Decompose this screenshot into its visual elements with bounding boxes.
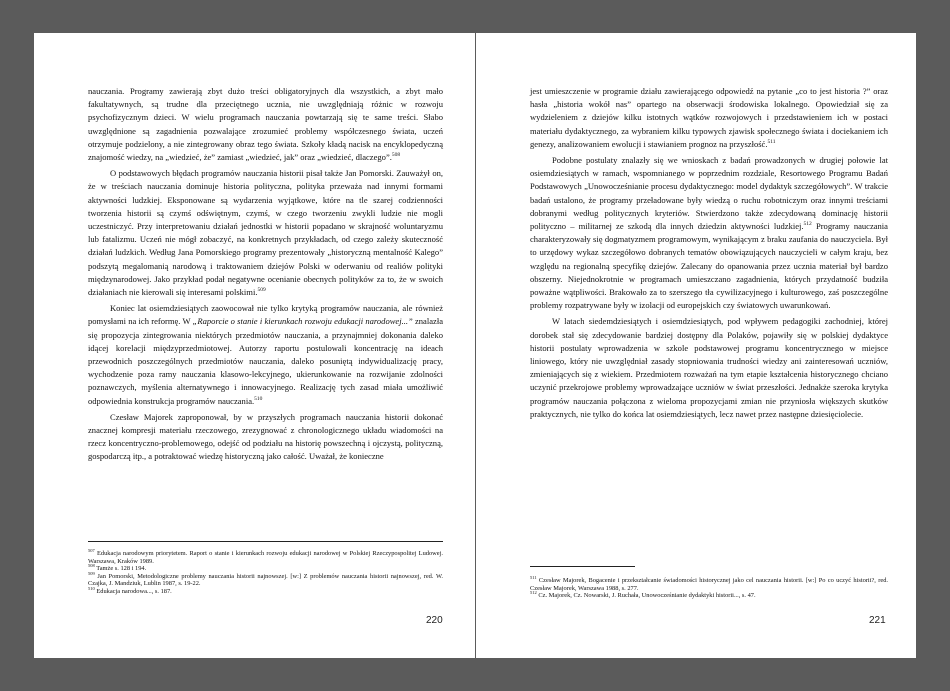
- footnote: $^{510}$ Edukacja narodowa..., s. 187.: [88, 585, 172, 595]
- footnote: $^{509}$ Jan Pomorski, Metodologiczne problemy nauczania historii najnowszej. [w:] Z problemów nauczania historii najnowszej, red. W. Czajka, J. Mandziuk, Lublin 1987, s. 19-22.: [88, 570, 443, 588]
- paragraph: jest umieszczenie w programie działu zawierającego odpowiedź na pytanie „co to jest historia ?” oraz hasła „historia wokół nas” opartego na obserwacji środowiska lokalnego. Opowiedział się za wydzieleniem z dziejów kilku istotnych wątków rozwojowych i przedstawieniem ich w postaci materiału dydaktycznego, za wybraniem kilku typowych zjawisk społecznego świata i dociekaniem ich genezy, analizowaniem ewolucji i stawianiem prognoz na przyszłość.$^{511}$: [530, 86, 888, 149]
- page-number: 221: [869, 615, 886, 626]
- footnote-ref[interactable]: 511: [767, 138, 776, 145]
- page-left: [34, 33, 475, 658]
- paragraph: Czesław Majorek zaproponował, by w przyszłych programach nauczania historii dokonać znacznej kompresji materiału rzeczowego, zrezygnować z chronologicznego układu wiadomości na rzecz koncentryczno-problemowego, odejść od podziału na historię powszechną i ojczystą, polityczną, gospodarczą itp., a potraktować wiedzę historyczną jako całość. Uważał, że konieczne: [88, 411, 443, 462]
- paragraph: nauczania. Programy zawierają zbyt dużo treści obligatoryjnych dla wszystkich, a zbyt mało fakultatywnych, są trudne dla przeciętnego ucznia, nie uwzględniają różnic w rozwoju psychofizycznym dzieci. W wielu programach nauczania powtarzają się te same treści. Słabo uwzględnione są zagadnienia pozwalające zrozumieć problemy współczesnego świata, uczeń otrzymuje podzielony, a nie zintegrowany obraz tego świata. Szkoły kładą nacisk na encyklopedyczną znajomość wiedzy, na „wiedzieć, że” zamiast „wiedzieć, jak” oraz „wiedzieć, dlaczego”.$^{508}$: [88, 86, 443, 163]
- paragraph: Koniec lat osiemdziesiątych zaowocował nie tylko krytyką programów nauczania, ale również pomysłami na ich reformę. W „Raporcie o stanie i kierunkach rozwoju edukacji narodowej...” znalazła się propozycja zintegrowania niektórych przedmiotów nauczania, a przynajmniej dokonania daleko idącej korelacji międzyprzedmiotowej. Autorzy raportu postulowali koncentrację na ideach przewodnich poszczególnych przedmiotów nauczania, daleko posuniętą indywidualizację pracy, wychodzenie poza ramy nauczania klasowo-lekcyjnego, ukierunkowanie na rozwijanie zdolności poznawczych, myślenia alternatywnego i innowacyjnego. Realizację tych zasad miała umożliwić odpowiednia konstrukcja programów nauczania.$^{510}$: [88, 303, 443, 406]
- footnote-divider: [88, 541, 443, 542]
- page-body: [88, 85, 443, 464]
- report-title-italic: „Raporcie o stanie i kierunkach rozwoju edukacji narodowej...”: [192, 316, 413, 327]
- footnote-ref[interactable]: 508: [391, 152, 401, 159]
- footnote-ref[interactable]: 512: [803, 221, 812, 228]
- footnote-ref[interactable]: 509: [257, 287, 266, 294]
- footnote: $^{508}$ Tamże s. 128 i 194.: [88, 563, 147, 573]
- paragraph: O podstawowych błędach programów nauczania historii pisał także Jan Pomorski. Zauważył on, że w treściach nauczania dominuje historia polityczna, polityka przeważa nad innymi formami aktywności ludzkiej. Eksponowane są wydarzenia wyjątkowe, które na tle szarej codzienności tworzenia historii są czymś odświętnym, czymś, w czego tworzeniu zwykli ludzie nie mogli uczestniczyć. Przy interpretowaniu działań jednostki w historii popadano w skrajność woluntaryzmu lub fatalizmu. Uczeń nie mógł zobaczyć, na konkretnych przykładach, od czego zależy skuteczność działań ludzkich. Według Jana Pomorskiego programy prezentowały „historyczną mentalność Kalego” podszytą megalomanią narodową i traktowaniem dziejów Polski w oderwaniu od realiów polityki międzynarodowej. Jako przykład podał negatywne ocenianie obecnych polityków za to, że w swoich działaniach nie kierowali się interesami polskimi.$^{509}$: [88, 168, 443, 298]
- page-body: [530, 85, 888, 421]
- footnote: $^{507}$ Edukacja narodowym priorytetem. Raport o stanie i kierunkach rozwoju edukacji narodowej w Polskiej Rzeczypospolitej Ludowej. Warszawa, Kraków 1989.: [88, 548, 443, 565]
- page-right: [476, 33, 916, 658]
- footnotes: [88, 550, 443, 596]
- paragraph: W latach siedemdziesiątych i osiemdziesiątych, pod wpływem pedagogiki zachodniej, której dorobek stał się zdecydowanie bardziej dostępny dla Polaków, pojawiły się w polskiej dydaktyce historii postulaty wprowadzenia w szkole podstawowej programu koncentrycznego w miejsce liniowego, który nie uwzględniał zasady stopniowania trudności wiedzy ani zainteresowań uczniów, zmieniających się z wiekiem. Przedmiotem rozważań na tym etapie kształcenia historycznego chciano uczynić przekrojowe problemy wprowadzające uczniów w świat przeszłości. Jednakże szeroka krytyka programów nauczania połączona z wieloma propozycjami zmian nie przyniosła większych skutków praktycznych, nie tylko do końca lat osiemdziesiątych, lecz nawet przez następne dziesięciolecie.: [530, 316, 888, 419]
- footnote-divider: [530, 566, 635, 567]
- page-number: 220: [426, 615, 443, 626]
- footnote: $^{512}$ Cz. Majorek, Cz. Nowarski, J. Ruchała, Unowocześnianie dydaktyki historii..., s. 47.: [530, 590, 756, 600]
- paragraph: Podobne postulaty znalazły się we wnioskach z badań prowadzonych w drugiej połowie lat osiemdziesiątych w ramach, wspomnianego w poprzednim rozdziale, Resortowego Programu Badań Podstawowych „Unowocześnianie procesu dydaktycznego: model dydaktyk szczegółowych”. W trakcie badań ustalono, że programy przeładowane były wiedzą o ruchu robotniczym oraz innymi treściami dobranymi według politycznych kryteriów. Stwierdzono także zdecydowaną dominację historii polityczno – militarnej ze szkodą dla innych dziedzin aktywności ludzkiej.$^{512}$ Programy nauczania charakteryzowały się dogmatyzmem programowym, wynikającym z braku zaufania do nauczyciela. Był to urzędowy wykaz szczegółowo dobranych tematów obowiązujących nauczycieli w całym kraju, bez względu na regionalną specyfikę dziejów. Zalecany do opanowania przez ucznia materiał był bardzo obszerny. Niejednokrotnie w programach umieszczano zagadnienia, których przydatność budziła poważne wątpliwości. Brakowało za to szerszego tła cywilizacyjnego i kulturowego, zaś poszczególne problemy rozpatrywane były w izolacji od europejskich czy światowych uwarunkowań.: [530, 155, 888, 311]
- footnote: $^{511}$ Czesław Majorek, Bogacenie i przekształcanie świadomości historycznej jako cel nauczania historii. [w:] Po co uczyć historii?, red. Czesław Majorek, Warszawa 1988, s. 277.: [530, 575, 888, 592]
- footnotes: [530, 577, 888, 600]
- footnote-ref[interactable]: 510: [254, 395, 263, 402]
